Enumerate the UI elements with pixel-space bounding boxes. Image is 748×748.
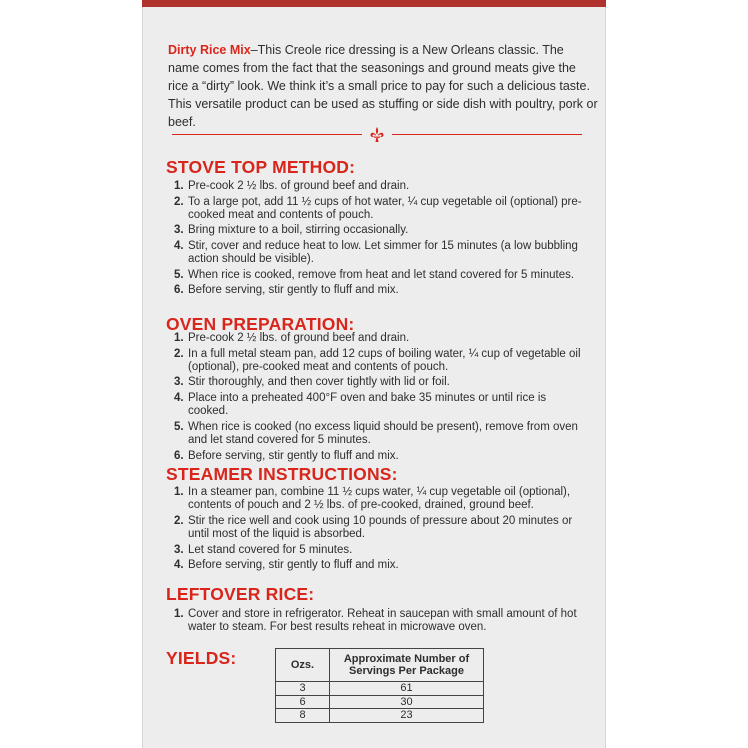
- step-text: Pre-cook 2 ½ lbs. of ground beef and drain.: [188, 180, 410, 192]
- step-number: 6.: [174, 449, 184, 462]
- yields-table: [275, 648, 484, 723]
- step-text: In a steamer pan, combine 11 ½ cups water, ¼ cup vegetable oil (optional), contents of pouch and 2 ½ lbs. of pre-cooked, drained, ground beef.: [188, 486, 571, 512]
- step-number: 6.: [174, 284, 184, 297]
- step-text: When rice is cooked, remove from heat and let stand covered for 5 minutes.: [188, 268, 575, 281]
- steamer-step-item: [174, 544, 584, 557]
- yields-section-title: YIELDS:: [166, 648, 237, 668]
- step-text: Cover and store in refrigerator. Reheat in saucepan with small amount of hot water to steam. For best results reheat in microwave oven.: [188, 608, 577, 634]
- intro-text: –This Creole rice dressing is a New Orleans classic. The name comes from the fact that the seasonings and ground meats give the rice a “dirty” look. We think it’s a small price to pay for such a delicious taste. This versatile product can be used as stuffing or side dish with poultry, pork or beef.: [168, 43, 598, 129]
- oven-steps-list: [174, 332, 584, 465]
- yields-header-row: [276, 649, 484, 682]
- step-number: 2.: [174, 514, 184, 527]
- steamer-steps-list: [174, 486, 584, 575]
- step-text: Bring mixture to a boil, stirring occasionally.: [188, 224, 409, 237]
- yields-ozs-cell: 3: [276, 682, 330, 696]
- step-text: Stir thoroughly, and then cover tightly with lid or foil.: [188, 376, 450, 389]
- stove-step-item: [174, 240, 584, 266]
- oven-step-item: [174, 348, 584, 374]
- step-number: 4.: [174, 239, 184, 252]
- table-row: [276, 709, 484, 723]
- step-number: 4.: [174, 559, 184, 572]
- step-text: Place into a preheated 400°F oven and bake 35 minutes or until rice is cooked.: [188, 391, 547, 418]
- stove-step-item: [174, 224, 584, 237]
- fleur-divider: [172, 126, 582, 142]
- step-number: 1.: [174, 180, 184, 192]
- stove-section-title: STOVE TOP METHOD:: [166, 157, 356, 177]
- table-row: [276, 695, 484, 709]
- stove-step-item: [174, 196, 584, 222]
- stove-steps-list: [174, 180, 584, 300]
- step-text: Before serving, stir gently to fluff and mix.: [188, 559, 399, 572]
- step-number: 3.: [174, 376, 184, 389]
- step-number: 2.: [174, 347, 184, 360]
- step-number: 3.: [174, 224, 184, 237]
- yields-ozs-cell: 6: [276, 695, 330, 709]
- step-text: Before serving, stir gently to fluff and mix.: [188, 284, 399, 297]
- step-text: Before serving, stir gently to fluff and mix.: [188, 449, 399, 462]
- leftover-step-item: [174, 608, 584, 634]
- intro-paragraph: [168, 41, 598, 131]
- yields-ozs-cell: 8: [276, 709, 330, 723]
- yields-header-ozs: Ozs.: [276, 649, 330, 682]
- stove-step-item: [174, 180, 584, 193]
- step-number: 4.: [174, 391, 184, 404]
- stove-step-item: [174, 284, 584, 297]
- steamer-step-item: [174, 559, 584, 572]
- step-number: 5.: [174, 420, 184, 433]
- oven-step-item: [174, 421, 584, 447]
- step-number: 5.: [174, 268, 184, 281]
- step-number: 1.: [174, 486, 184, 498]
- yields-servings-cell: 23: [330, 709, 484, 723]
- divider-line-left: [172, 134, 362, 135]
- oven-step-item: [174, 450, 584, 463]
- steamer-step-item: [174, 486, 584, 512]
- yields-servings-cell: 30: [330, 695, 484, 709]
- oven-step-item: [174, 376, 584, 389]
- step-number: 3.: [174, 543, 184, 556]
- intro-lead: Dirty Rice Mix: [168, 43, 251, 57]
- step-number: 2.: [174, 195, 184, 208]
- fleur-de-lis-icon: [368, 126, 386, 144]
- table-row: [276, 682, 484, 696]
- step-text: Let stand covered for 5 minutes.: [188, 543, 353, 556]
- oven-section-title: OVEN PREPARATION:: [166, 314, 355, 334]
- step-text: Pre-cook 2 ½ lbs. of ground beef and drain.: [188, 332, 410, 344]
- oven-step-item: [174, 392, 584, 418]
- steamer-step-item: [174, 515, 584, 541]
- step-text: In a full metal steam pan, add 12 cups of boiling water, ¼ cup of vegetable oil (optional), pre-cooked meat and contents of pouch.: [188, 347, 581, 373]
- stove-step-item: [174, 269, 584, 282]
- box-top-edge: [142, 0, 606, 7]
- step-text: Stir, cover and reduce heat to low. Let simmer for 15 minutes (a low bubbling action should be visible).: [188, 239, 578, 266]
- oven-step-item: [174, 332, 584, 345]
- step-number: 1.: [174, 332, 184, 344]
- step-text: To a large pot, add 11 ½ cups of hot water, ¼ cup vegetable oil (optional) pre-cooked meat and contents of pouch.: [188, 195, 582, 221]
- leftover-steps-list: [174, 608, 584, 637]
- step-text: Stir the rice well and cook using 10 pounds of pressure about 20 minutes or until most of the liquid is absorbed.: [188, 514, 573, 540]
- leftover-section-title: LEFTOVER RICE:: [166, 584, 315, 604]
- steamer-section-title: STEAMER INSTRUCTIONS:: [166, 464, 398, 484]
- yields-header-servings: Approximate Number of Servings Per Package: [330, 649, 484, 682]
- yields-servings-cell: 61: [330, 682, 484, 696]
- step-number: 1.: [174, 608, 184, 620]
- divider-line-right: [392, 134, 582, 135]
- step-text: When rice is cooked (no excess liquid should be present), remove from oven and let stand covered for 5 minutes.: [188, 420, 578, 446]
